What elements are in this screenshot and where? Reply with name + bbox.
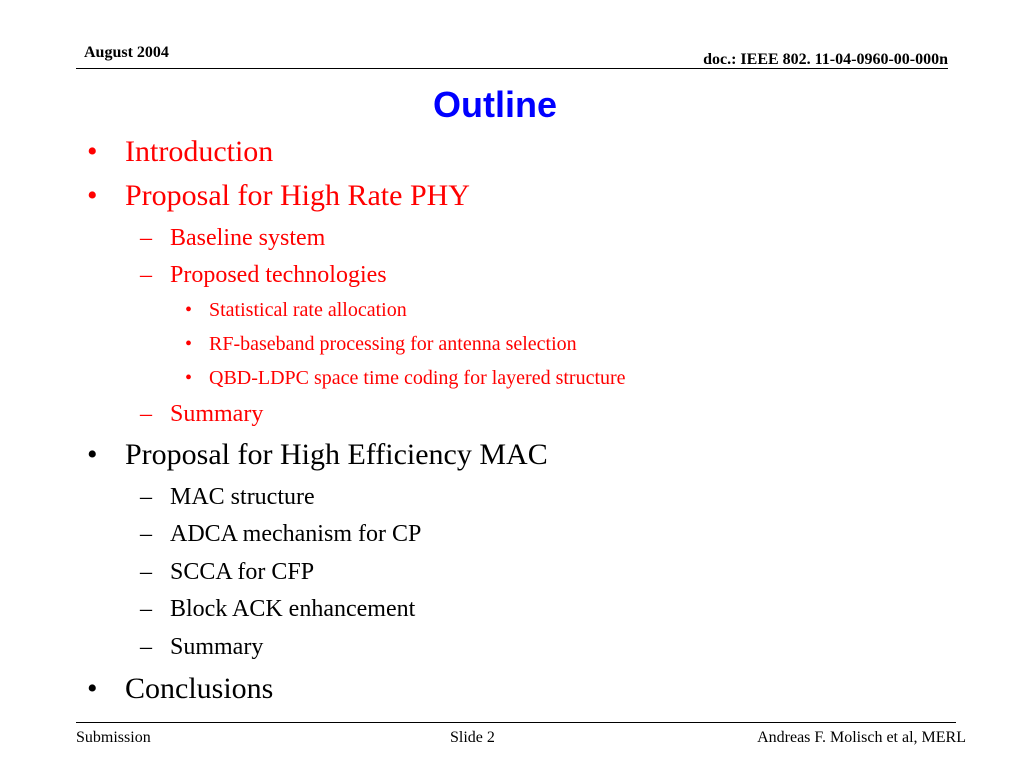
outline-item-high-rate-phy [87, 179, 470, 212]
outline-subitem-adca [140, 521, 422, 547]
outline-item-label: RF-baseband processing for antenna selection [209, 333, 577, 355]
outline-item-label: Proposal for High Efficiency MAC [125, 438, 548, 471]
bullet-marker: • [87, 179, 98, 212]
outline-subitem-scca [140, 559, 315, 585]
outline-item-label: MAC structure [170, 484, 315, 510]
outline-item-introduction [87, 135, 274, 168]
outline-item-conclusions [87, 672, 274, 705]
outline-subsubitem-antenna-selection [185, 333, 577, 355]
bullet-marker: • [185, 367, 193, 389]
dash-marker: – [140, 484, 152, 510]
outline-subitem-baseline-system [140, 225, 326, 251]
outline-subitem-phy-summary [140, 401, 264, 427]
outline-item-label: Conclusions [125, 672, 274, 705]
bullet-marker: • [87, 438, 98, 471]
outline-subsubitem-rate-allocation [185, 299, 407, 321]
slide-title: Outline [433, 84, 557, 125]
outline-item-label: Block ACK enhancement [170, 596, 416, 622]
dash-marker: – [140, 596, 152, 622]
outline-item-label: Proposed technologies [170, 262, 387, 288]
dash-marker: – [140, 401, 152, 427]
outline-item-label: Baseline system [170, 225, 326, 251]
footer-submission: Submission [76, 729, 151, 746]
dash-marker: – [140, 634, 152, 660]
dash-marker: – [140, 262, 152, 288]
outline-subitem-mac-structure [140, 484, 315, 510]
header-date: August 2004 [84, 44, 169, 61]
outline-item-label: QBD-LDPC space time coding for layered structure [209, 367, 626, 389]
outline-item-label: Summary [170, 401, 264, 427]
outline-item-label: ADCA mechanism for CP [170, 521, 422, 547]
outline-item-label: Proposal for High Rate PHY [125, 179, 470, 212]
bullet-marker: • [87, 672, 98, 705]
bullet-marker: • [185, 333, 193, 355]
outline-item-label: SCCA for CFP [170, 559, 315, 585]
outline-subsubitem-qbd-ldpc [185, 367, 626, 389]
outline-item-label: Statistical rate allocation [209, 299, 407, 321]
bullet-marker: • [185, 299, 193, 321]
dash-marker: – [140, 225, 152, 251]
footer-rule [76, 722, 956, 723]
outline-subitem-proposed-technologies [140, 262, 387, 288]
header-doc-id: doc.: IEEE 802. 11-04-0960-00-000n [703, 51, 948, 68]
outline-subitem-block-ack [140, 596, 416, 622]
outline-item-label: Introduction [125, 135, 274, 168]
outline-item-high-efficiency-mac [87, 438, 548, 471]
footer-authors: Andreas F. Molisch et al, MERL [757, 729, 966, 746]
header-rule [76, 68, 948, 69]
bullet-marker: • [87, 135, 98, 168]
footer-slide-number: Slide 2 [450, 729, 495, 746]
outline-subitem-mac-summary [140, 634, 264, 660]
outline-item-label: Summary [170, 634, 264, 660]
dash-marker: – [140, 521, 152, 547]
dash-marker: – [140, 559, 152, 585]
